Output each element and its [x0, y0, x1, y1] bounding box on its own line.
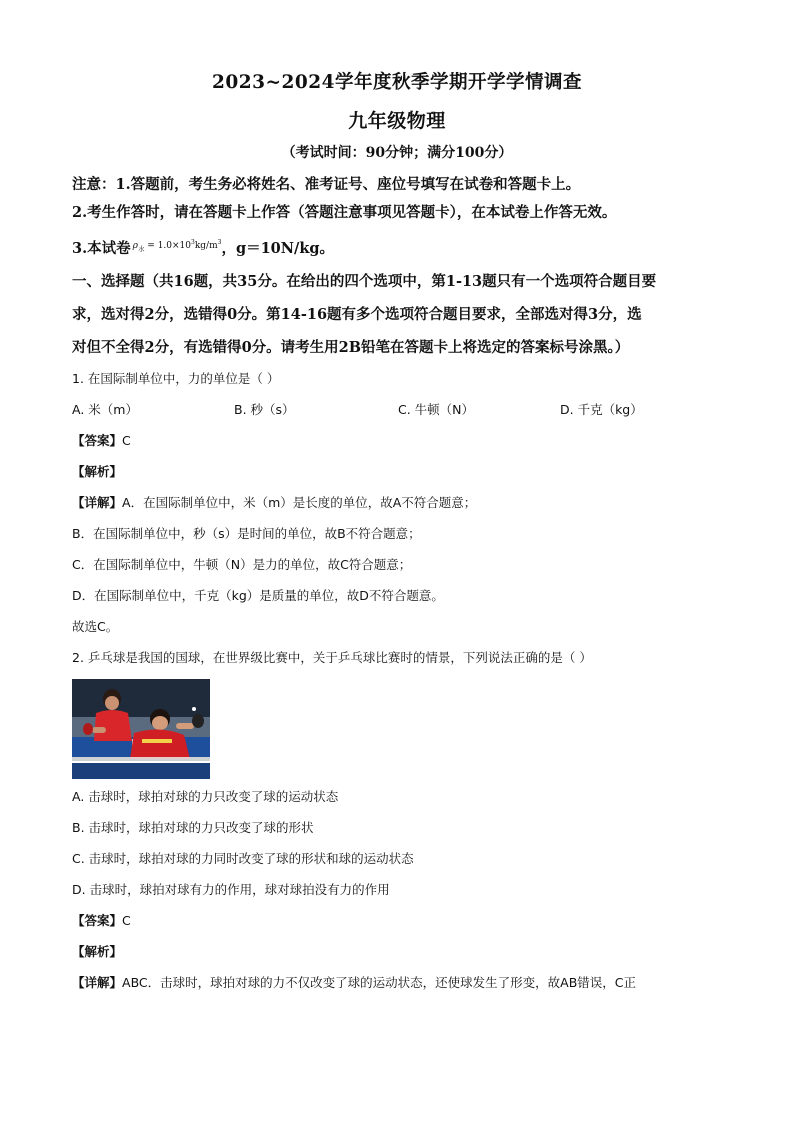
q1-answer-value: C [122, 433, 131, 448]
formula-eq: = 1.0×10 [144, 241, 192, 251]
note-3-prefix: 3.本试卷 [72, 240, 131, 257]
q2-answer-value: C [122, 913, 131, 928]
note-3 [72, 232, 722, 260]
q1-options [72, 394, 722, 425]
q1-answer-tag: 【答案】 [72, 433, 123, 448]
q2-detail-tag: 【详解】 [72, 975, 123, 990]
q2-analysis-tag: 【解析】 [72, 944, 123, 959]
q2-option-d: D. 击球时，球拍对球有力的作用，球对球拍没有力的作用 [72, 882, 390, 897]
exam-title: 2023~2024学年度秋季学期开学学情调查 [212, 72, 582, 93]
q1-option-c: C. 牛顿（N） [398, 402, 475, 417]
formula-unit: kg/m [194, 241, 218, 251]
note-1: 注意：1.答题前，考生务必将姓名、准考证号、座位号填写在试卷和答题卡上。 [72, 176, 581, 193]
q1-detail-c: C．在国际制单位中，牛顿（N）是力的单位，故C符合题意； [72, 557, 412, 572]
note-2: 2.考生作答时，请在答题卡上作答（答题注意事项见答题卡），在本试卷上作答无效。 [72, 204, 617, 221]
q1-option-a: A. 米（m） [72, 402, 138, 417]
q1-answer [72, 425, 722, 456]
section-1-line-3: 对但不全得2分，有选错得0分。请考生用2B铅笔在答题卡上将选定的答案标号涂黑。） [72, 339, 630, 356]
section-1-line-2: 求，选对得2分，选错得0分。第14-16题有多个选项符合题目要求，全部选对得3分，选 [72, 306, 642, 323]
q2-stem: 2. 乒乓球是我国的国球，在世界级比赛中，关于乒乓球比赛时的情景，下列说法正确的是（ ） [72, 650, 592, 665]
water-density-formula [133, 241, 222, 251]
q2-analysis [72, 936, 722, 967]
q2-detail [72, 967, 722, 998]
q1-option-b: B. 秒（s） [234, 402, 295, 417]
q1-conclusion: 故选C。 [72, 619, 119, 634]
q1-stem: 1. 在国际制单位中，力的单位是（ ） [72, 371, 280, 386]
q1-detail-a [72, 487, 722, 518]
formula-unit-exp: 3 [217, 239, 222, 246]
note-3-suffix: ，g＝10N/kg。 [221, 240, 335, 257]
formula-exp: 3 [191, 239, 195, 246]
q2-option-a: A. 击球时，球拍对球的力只改变了球的运动状态 [72, 789, 339, 804]
exam-info: （考试时间：90分钟；满分100分） [281, 145, 513, 161]
rho-subscript: 水 [137, 244, 145, 253]
table-tennis-photo [72, 679, 210, 779]
q2-answer [72, 905, 722, 936]
q2-option-b: B. 击球时，球拍对球的力只改变了球的形状 [72, 820, 314, 835]
q2-detail-text: ABC．击球时，球拍对球的力不仅改变了球的运动状态，还使球发生了形变，故AB错误，C正 [122, 975, 637, 990]
q1-option-d: D. 千克（kg） [560, 402, 643, 417]
q2-answer-tag: 【答案】 [72, 913, 123, 928]
q1-detail-a-text: A．在国际制单位中，米（m）是长度的单位，故A不符合题意； [122, 495, 477, 510]
q1-detail-b: B．在国际制单位中，秒（s）是时间的单位，故B不符合题意； [72, 526, 421, 541]
q2-option-c: C. 击球时，球拍对球的力同时改变了球的形状和球的运动状态 [72, 851, 414, 866]
rho-symbol: ρ [132, 241, 138, 251]
q1-analysis [72, 456, 722, 487]
q1-analysis-tag: 【解析】 [72, 464, 123, 479]
section-1-line-1: 一、选择题（共16题，共35分。在给出的四个选项中，第1-13题只有一个选项符合题目要 [72, 273, 657, 290]
exam-subject: 九年级物理 [348, 110, 446, 132]
q1-detail-d: D．在国际制单位中，千克（kg）是质量的单位，故D不符合题意。 [72, 588, 444, 603]
q1-detail-tag: 【详解】 [72, 495, 123, 510]
